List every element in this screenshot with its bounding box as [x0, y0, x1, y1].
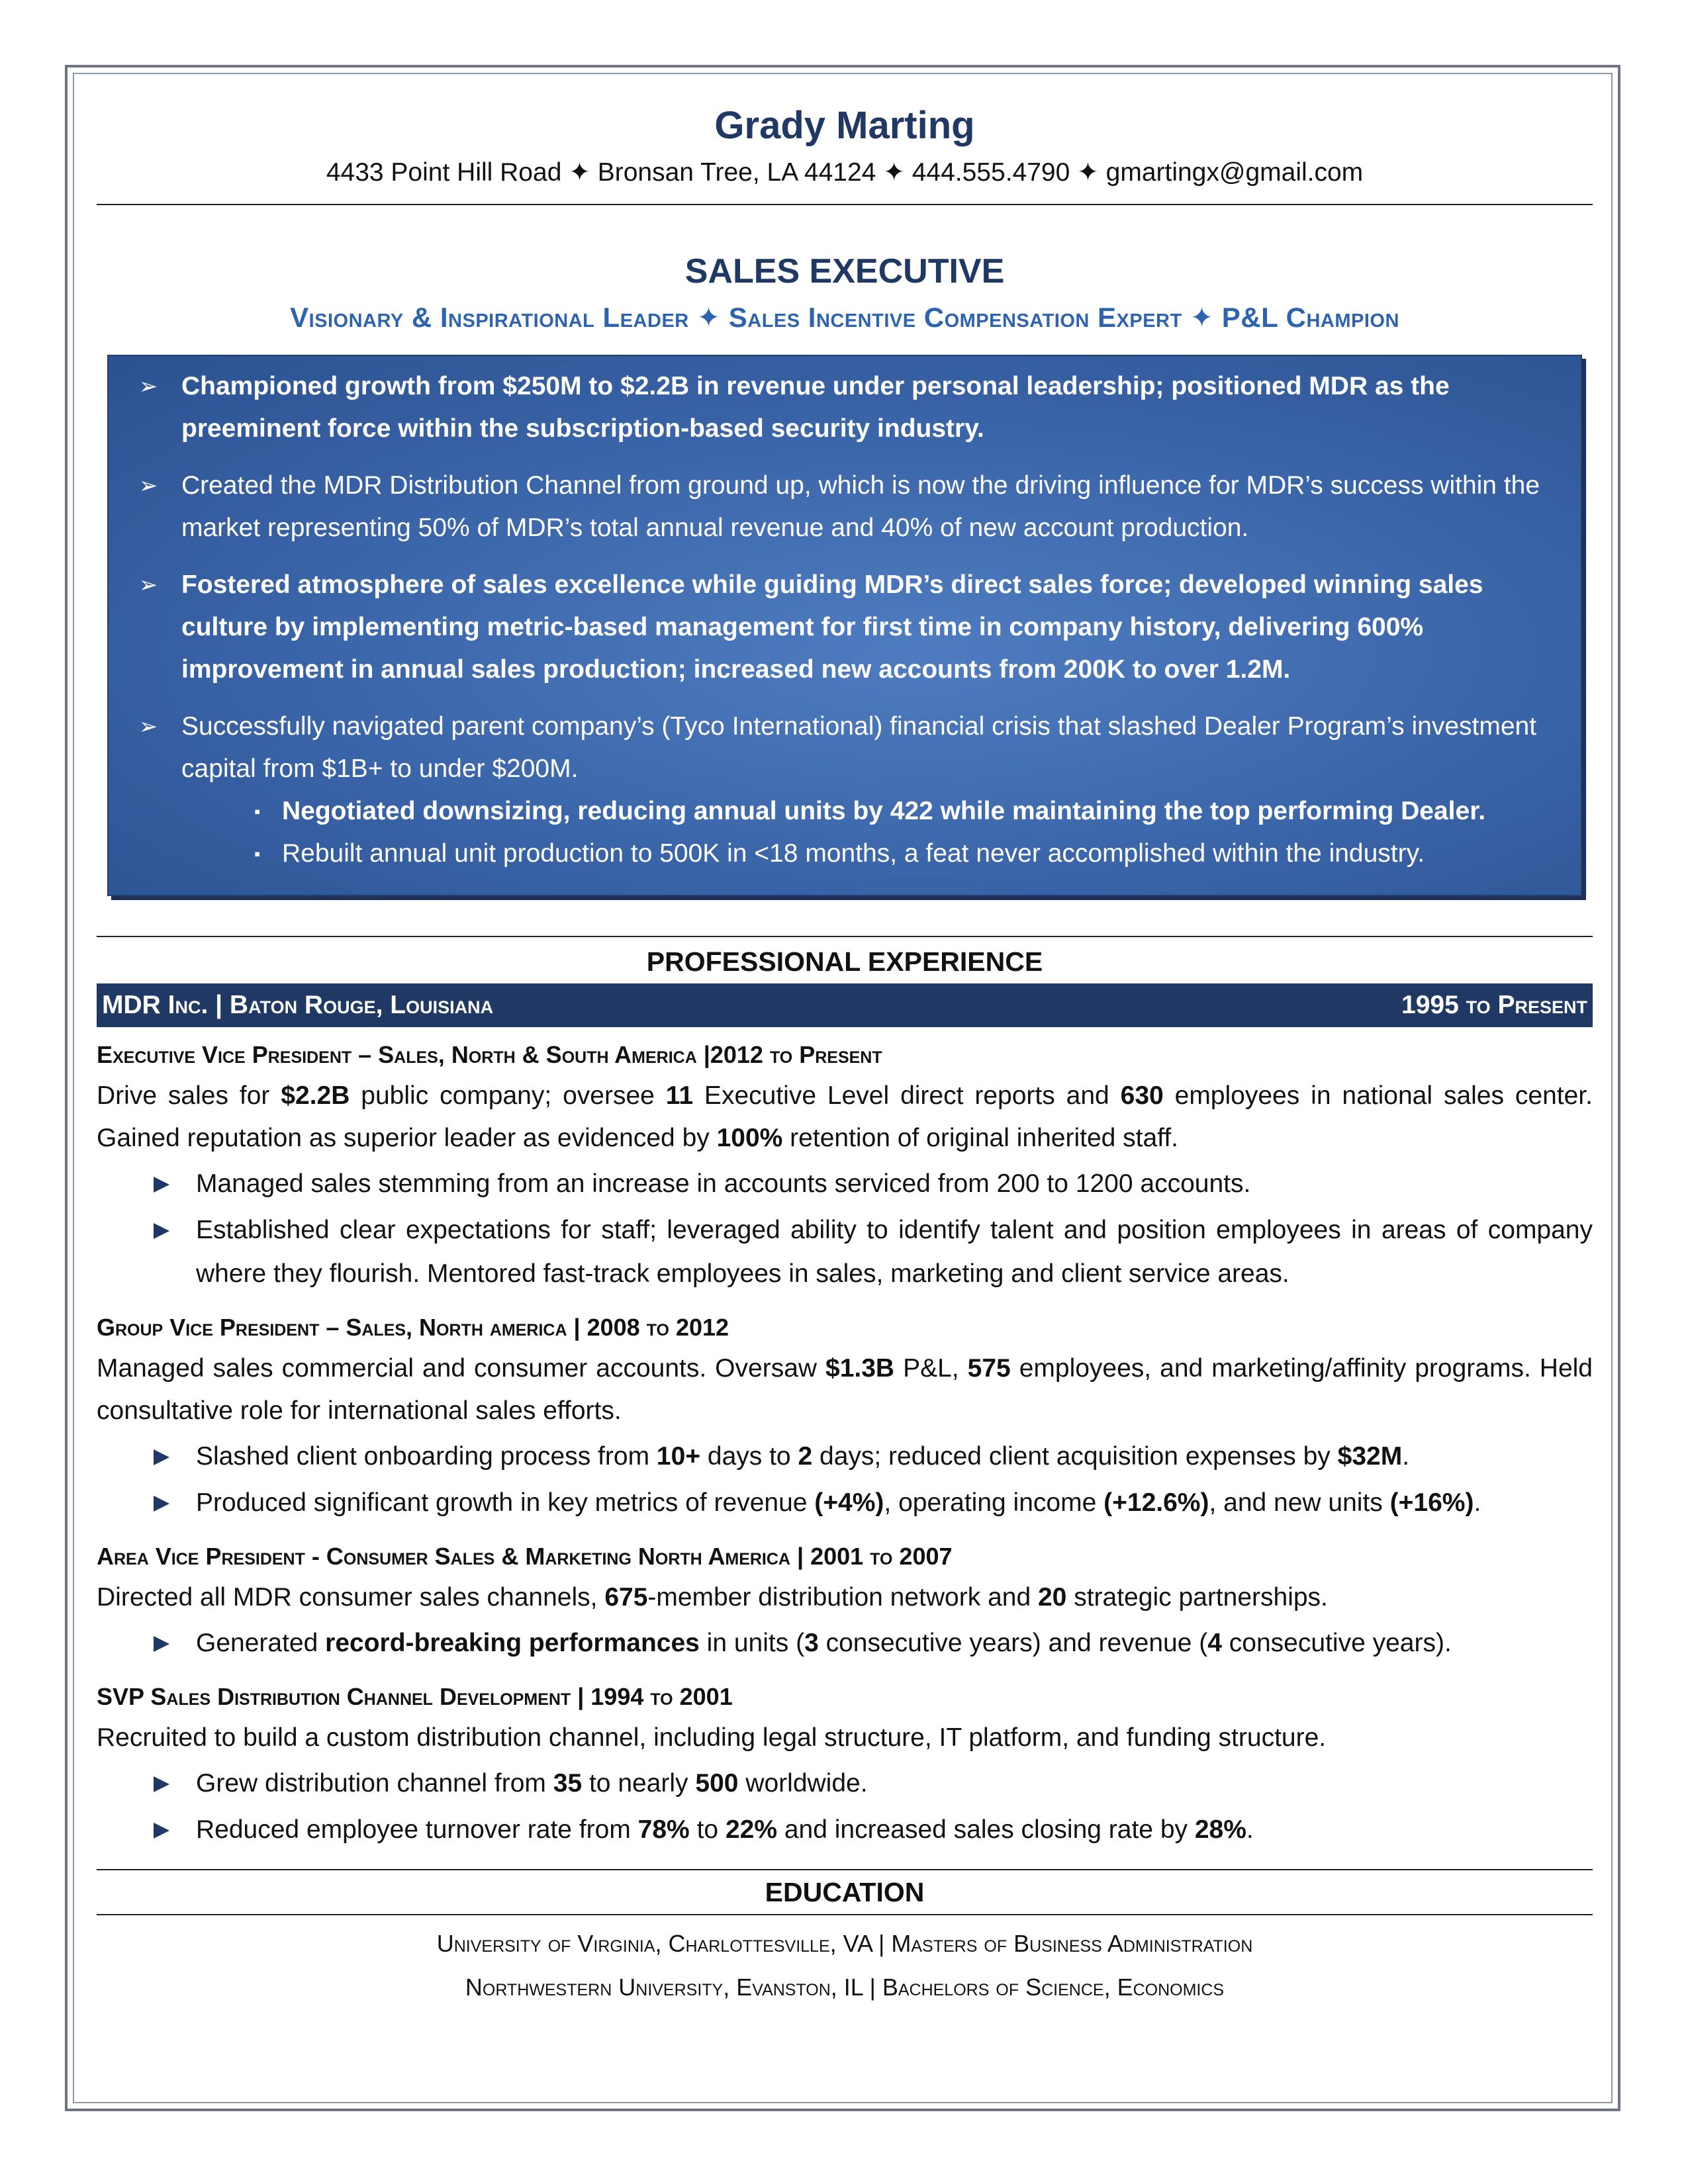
role-bullet	[97, 1481, 1593, 1525]
summary-bullet-text: Fostered atmosphere of sales excellence while guiding MDR’s direct sales force; developed winning sales culture by implementing metric-based management for first time in company history, delivering 600% improvement in annual sales production; increased new accounts from 200K to over 1.2M.	[181, 570, 1483, 684]
roles-list	[97, 1035, 1593, 1852]
role-bullet-text: Generated record-breaking performances in units (3 consecutive years) and revenue (4 consecutive years).	[196, 1629, 1452, 1657]
role-title: Group Vice President – Sales, North america | 2008 to 2012	[97, 1314, 729, 1341]
summary-sub-bullet	[135, 790, 1554, 833]
summary-bullet-text: Created the MDR Distribution Channel from ground up, which is now the driving influence for MDR’s success within the market representing 50% of MDR’s total annual revenue and 40% of new account production.	[181, 471, 1540, 542]
summary-sub-bullet-text: Negotiated downsizing, reducing annual units by 422 while maintaining the top performing Dealer.	[282, 797, 1486, 825]
education-heading: EDUCATION	[765, 1877, 925, 1907]
role-block	[97, 1677, 1593, 1852]
summary-bullet	[135, 564, 1554, 691]
divider	[97, 204, 1593, 205]
summary-sub-bullet	[135, 833, 1554, 875]
role-block	[97, 1308, 1593, 1525]
arrow-bullet-icon: ➢	[138, 473, 158, 498]
arrow-bullet-icon: ➢	[138, 572, 158, 598]
triangle-bullet-icon	[154, 1636, 169, 1652]
role-bullet	[97, 1162, 1593, 1206]
headline-title: SALES EXECUTIVE	[684, 252, 1005, 291]
triangle-bullet-icon	[154, 1223, 169, 1239]
triangle-bullet-icon	[154, 1449, 169, 1465]
role-bullet	[97, 1621, 1593, 1665]
role-description: Managed sales commercial and consumer accounts. Oversaw $1.3B P&L, 575 employees, and marketing/affinity programs. Held consultative role for international sales efforts.	[97, 1354, 1593, 1425]
role-block	[97, 1035, 1593, 1296]
headline-tagline: Visionary & Inspirational Leader ✦ Sales Incentive Compensation Expert ✦ P&L Champion	[290, 302, 1399, 333]
contact-line: 4433 Point Hill Road ✦ Bronsan Tree, LA 44124 ✦ 444.555.4790 ✦ gmartingx@gmail.com	[326, 158, 1364, 187]
summary-box	[107, 355, 1582, 896]
triangle-bullet-icon	[154, 1823, 169, 1839]
role-bullet-text: Produced significant growth in key metrics of revenue (+4%), operating income (+12.6%), and new units (+16%).	[196, 1488, 1481, 1517]
summary-bullet	[135, 465, 1554, 549]
triangle-bullet-icon	[154, 1177, 169, 1193]
company-name: MDR Inc. | Baton Rouge, Louisiana	[102, 991, 494, 1019]
summary-bullet	[135, 365, 1554, 450]
arrow-bullet-icon: ➢	[138, 714, 158, 739]
triangle-bullet-icon	[154, 1496, 169, 1512]
divider	[97, 1914, 1593, 1915]
role-bullet-text: Reduced employee turnover rate from 78% to 22% and increased sales closing rate by 28%.	[196, 1815, 1254, 1844]
divider	[97, 936, 1593, 937]
role-bullet	[97, 1762, 1593, 1805]
education-line: University of Virginia, Charlottesville, VA | Masters of Business Administration	[436, 1930, 1253, 1957]
role-title: SVP Sales Distribution Channel Development | 1994 to 2001	[97, 1683, 733, 1710]
role-bullet	[97, 1808, 1593, 1852]
role-description: Directed all MDR consumer sales channels, 675-member distribution network and 20 strategic partnerships.	[97, 1583, 1328, 1612]
triangle-bullet-icon	[154, 1776, 169, 1792]
candidate-name: Grady Marting	[714, 104, 975, 147]
summary-bullet-text: Successfully navigated parent company’s (Tyco International) financial crisis that slashed Dealer Program’s investment capital from $1B+ to under $200M.	[181, 712, 1537, 783]
role-description: Drive sales for $2.2B public company; oversee 11 Executive Level direct reports and 630 employees in national sales center. Gained reputation as superior leader as evidenced by 100% retention of original inherited staff.	[97, 1081, 1593, 1152]
role-bullet-text: Managed sales stemming from an increase in accounts serviced from 200 to 1200 accounts.	[196, 1169, 1251, 1198]
summary-bullet	[135, 705, 1554, 790]
company-bar	[97, 983, 1593, 1027]
role-bullet	[97, 1208, 1593, 1296]
square-bullet-icon: ▪	[254, 801, 261, 821]
resume	[97, 99, 1593, 2009]
education-line: Northwestern University, Evanston, IL | Bachelors of Science, Economics	[465, 1974, 1225, 2001]
role-title: Executive Vice President – Sales, North & South America |2012 to Present	[97, 1041, 882, 1068]
role-bullet-text: Slashed client onboarding process from 10+ days to 2 days; reduced client acquisition expenses by $32M.	[196, 1442, 1410, 1471]
arrow-bullet-icon: ➢	[138, 374, 158, 399]
role-description: Recruited to build a custom distribution channel, including legal structure, IT platform, and funding structure.	[97, 1723, 1327, 1752]
role-bullet-text: Established clear expectations for staff; leveraged ability to identify talent and position employees in areas of company where they flourish. Mentored fast-track employees in sales, marketing and client service areas.	[196, 1216, 1593, 1288]
role-block	[97, 1537, 1593, 1665]
role-bullet-text: Grew distribution channel from 35 to nearly 500 worldwide.	[196, 1769, 868, 1797]
role-bullet	[97, 1435, 1593, 1479]
summary-sub-bullet-text: Rebuilt annual unit production to 500K in <18 months, a feat never accomplished within the industry.	[282, 839, 1425, 868]
experience-heading: PROFESSIONAL EXPERIENCE	[646, 946, 1043, 977]
square-bullet-icon: ▪	[254, 844, 261, 864]
role-title: Area Vice President - Consumer Sales & Marketing North America | 2001 to 2007	[97, 1543, 953, 1570]
company-dates: 1995 to Present	[1401, 991, 1587, 1019]
summary-bullet-text: Championed growth from $250M to $2.2B in revenue under personal leadership; positioned MDR as the preeminent force within the subscription-based security industry.	[181, 372, 1450, 443]
